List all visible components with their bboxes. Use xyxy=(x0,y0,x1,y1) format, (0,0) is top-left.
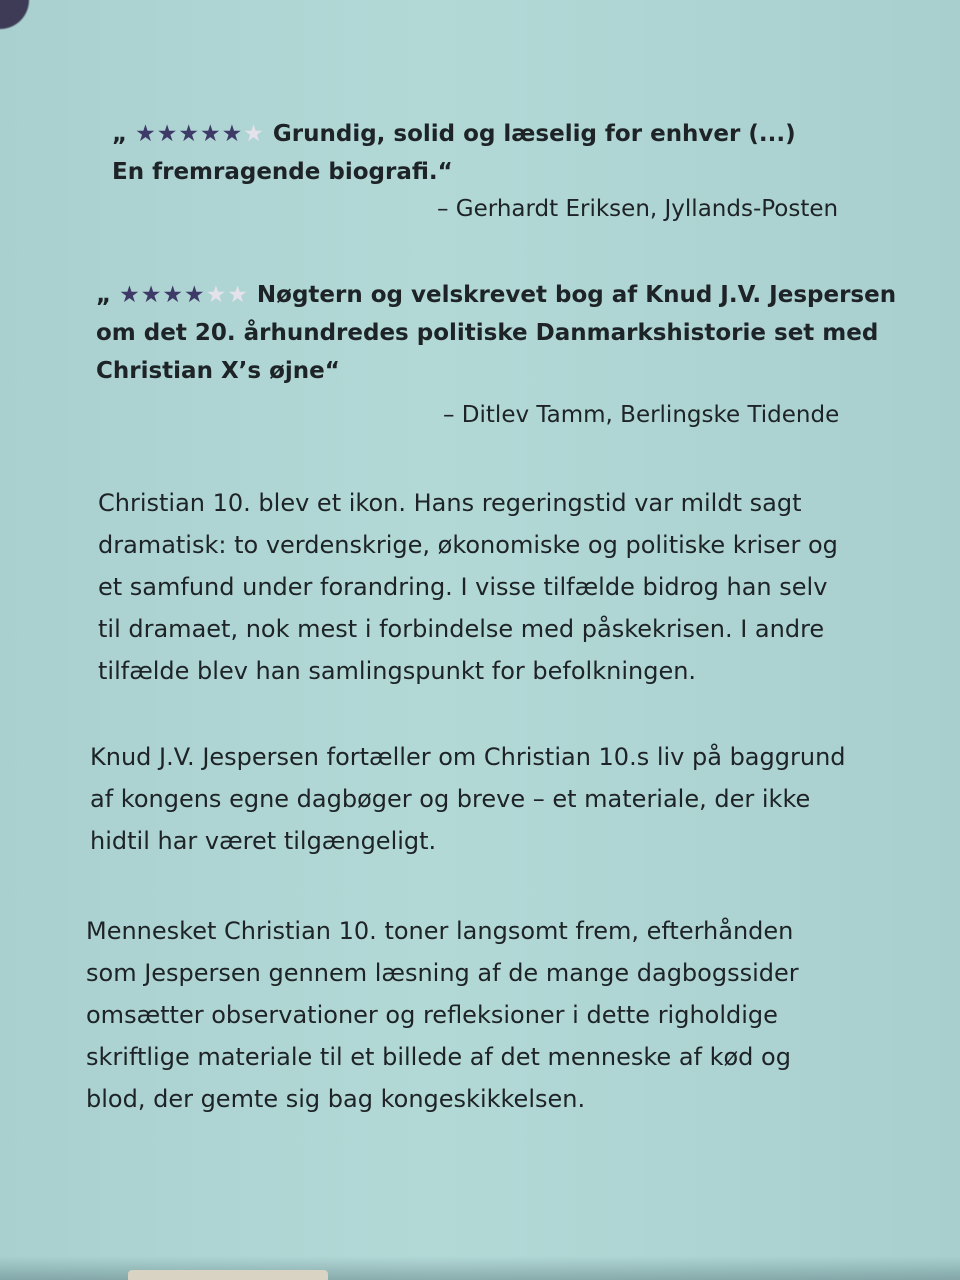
rating-stars-icon xyxy=(135,121,265,147)
review-quote-2 xyxy=(96,276,896,390)
star-empty-icon: ★ xyxy=(243,121,265,147)
paragraph-line: Knud J.V. Jespersen fortæller om Christian 10.s liv på baggrund xyxy=(90,743,846,771)
paragraph-line: hidtil har været tilgængeligt. xyxy=(90,827,437,855)
paragraph-line: blod, der gemte sig bag kongeskikkelsen. xyxy=(86,1085,586,1113)
open-quote: „ xyxy=(112,121,128,147)
review-2-line-3: Christian X’s øjne“ xyxy=(96,358,340,384)
paragraph-line: som Jespersen gennem læsning af de mange dagbogssider xyxy=(86,959,799,987)
review-2-attribution: – Ditlev Tamm, Berlingske Tidende xyxy=(443,402,840,428)
review-2-line-2: om det 20. århundredes politiske Danmarkshistorie set med xyxy=(96,320,879,346)
paragraph-line: et samfund under forandring. I visse tilfælde bidrog han selv xyxy=(98,573,828,601)
star-filled-icon: ★★★★★ xyxy=(135,121,244,147)
description-paragraph-2 xyxy=(90,736,870,862)
paragraph-line: tilfælde blev han samlingspunkt for befolkningen. xyxy=(98,657,697,685)
review-1-line-1 xyxy=(112,115,796,153)
price-sticker xyxy=(128,1270,328,1280)
star-empty-icon: ★★ xyxy=(205,282,249,308)
paragraph-line: Christian 10. blev et ikon. Hans regeringstid var mildt sagt xyxy=(98,489,802,517)
paragraph-line: til dramaet, nok mest i forbindelse med påskekrisen. I andre xyxy=(98,615,825,643)
rating-stars-icon xyxy=(119,282,249,308)
cover-corner xyxy=(0,0,40,40)
review-1-attribution: – Gerhardt Eriksen, Jyllands-Posten xyxy=(437,196,839,222)
paragraph-line: Mennesket Christian 10. toner langsomt frem, efterhånden xyxy=(86,917,794,945)
paragraph-line: dramatisk: to verdenskrige, økonomiske og politiske kriser og xyxy=(98,531,838,559)
paragraph-line: omsætter observationer og refleksioner i dette righoldige xyxy=(86,1001,778,1029)
review-text: Grundig, solid og læselig for enhver (...) xyxy=(272,121,796,147)
open-quote: „ xyxy=(96,282,112,308)
review-2-line-1 xyxy=(96,276,896,314)
review-1-line-2: En fremragende biografi.“ xyxy=(112,159,453,185)
review-quote-1 xyxy=(112,115,796,191)
paragraph-line: skriftlige materiale til et billede af det menneske af kød og xyxy=(86,1043,791,1071)
description-paragraph-3 xyxy=(86,910,866,1120)
paragraph-line: af kongens egne dagbøger og breve – et materiale, der ikke xyxy=(90,785,811,813)
description-paragraph-1 xyxy=(98,482,878,692)
review-text: Nøgtern og velskrevet bog af Knud J.V. Jespersen xyxy=(256,282,897,308)
star-filled-icon: ★★★★ xyxy=(119,282,206,308)
